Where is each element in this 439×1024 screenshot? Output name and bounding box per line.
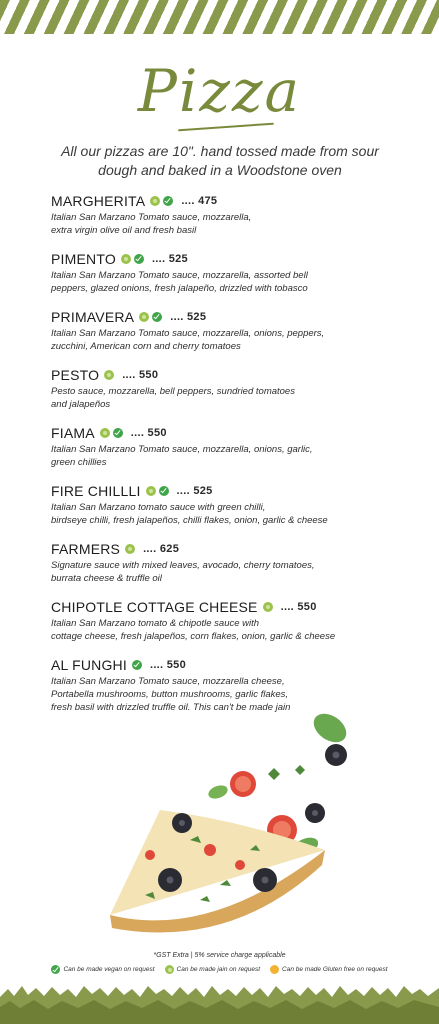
desc-line: burrata cheese & truffle oil: [51, 573, 162, 584]
item-name: CHIPOTLE COTTAGE CHEESE: [51, 599, 258, 615]
legend-jain-label: Can be made jain on request: [176, 966, 261, 973]
item-description: [51, 385, 391, 411]
item-price: .... 550: [280, 601, 317, 613]
jain-dot-icon: [100, 428, 110, 438]
desc-line: zucchini, American corn and cherry tomatoes: [51, 341, 241, 352]
desc-line: green chillies: [51, 457, 107, 468]
item-price: .... 550: [130, 427, 167, 439]
item-price: .... 475: [181, 195, 218, 207]
item-price: .... 525: [151, 253, 188, 265]
item-name: FIAMA: [51, 425, 95, 441]
item-price: .... 525: [176, 485, 213, 497]
item-price: .... 550: [149, 659, 187, 671]
item-description: [51, 617, 391, 643]
jain-dot-icon: [104, 370, 114, 380]
jain-dot-icon: [139, 312, 149, 322]
menu-item-fiama: [51, 424, 391, 469]
item-name: AL FUNGHI: [51, 657, 127, 673]
item-name: PIMENTO: [51, 251, 116, 267]
desc-line: Italian San Marzano tomato sauce with green chilli,: [51, 502, 266, 513]
desc-line: peppers, glazed onions, fresh jalapeño, drizzled with tobasco: [51, 283, 308, 294]
top-stripe-band: [0, 0, 439, 34]
item-description: [51, 443, 391, 469]
desc-line: Italian San Marzano Tomato sauce, mozzarella, assorted bell: [51, 270, 308, 281]
desc-line: Signature sauce with mixed leaves, avocado, cherry tomatoes,: [51, 560, 315, 571]
intro-text: All our pizzas are 10". hand tossed made from sour dough and baked in a Woodstone oven: [61, 143, 379, 178]
jain-dot-icon: [263, 602, 273, 612]
desc-line: Italian San Marzano Tomato sauce, mozzarella cheese,: [51, 676, 285, 687]
legend-gluten-label: Can be made Gluten free on request: [282, 966, 388, 973]
dietary-legend: [0, 965, 439, 974]
legend-vegan: [51, 965, 154, 974]
item-name: PRIMAVERA: [51, 309, 135, 325]
desc-line: extra virgin olive oil and fresh basil: [51, 225, 197, 236]
vegan-check-icon: [134, 254, 144, 264]
footer-note: *GST Extra | 5% service charge applicable: [153, 952, 286, 959]
legend-jain: [165, 965, 260, 974]
bottom-grass-band: [0, 983, 439, 1024]
jain-dot-icon: [125, 544, 135, 554]
menu-item-primavera: [51, 308, 391, 353]
jain-dot-icon: [165, 965, 174, 974]
vegan-check-icon: [152, 312, 162, 322]
vegan-check-icon: [113, 428, 123, 438]
desc-line: Italian San Marzano tomato & chipotle sauce with: [51, 618, 260, 629]
item-price: .... 625: [143, 543, 180, 555]
item-description: [51, 211, 391, 237]
item-description: [51, 327, 391, 353]
vegan-check-icon: [132, 660, 142, 670]
gluten-free-icon: [270, 965, 279, 974]
desc-line: Pesto sauce, mozzarella, bell peppers, sundried tomatoes: [51, 386, 295, 397]
jain-dot-icon: [146, 486, 156, 496]
item-description: [51, 269, 391, 295]
item-price: .... 550: [122, 369, 159, 381]
desc-line: fresh basil with drizzled truffle oil. This can't be made jain: [51, 702, 291, 713]
item-name: FARMERS: [51, 541, 121, 557]
desc-line: and jalapeños: [51, 399, 111, 410]
desc-line: birdseye chilli, fresh jalapeños, chilli flakes, onion, garlic & cheese: [51, 515, 328, 526]
legend-gluten: [270, 965, 388, 974]
item-description: [51, 559, 391, 585]
menu-item-farmers: [51, 540, 391, 585]
item-description: [51, 501, 391, 527]
vegan-check-icon: [51, 965, 60, 974]
item-name: PESTO: [51, 367, 100, 383]
vegan-check-icon: [159, 486, 169, 496]
desc-line: Italian San Marzano Tomato sauce, mozzarella, onions, garlic,: [51, 444, 313, 455]
legend-vegan-label: Can be made vegan on request: [63, 966, 155, 973]
desc-line: cottage cheese, fresh jalapeños, corn flakes, onion, garlic & cheese: [51, 631, 336, 642]
desc-line: Portabella mushrooms, button mushrooms, garlic flakes,: [51, 689, 289, 700]
menu-item-pimento: [51, 250, 391, 295]
jain-dot-icon: [121, 254, 131, 264]
desc-line: Italian San Marzano Tomato sauce, mozzarella,: [51, 212, 252, 223]
page-title: Pizza: [137, 57, 302, 125]
item-price: .... 525: [170, 311, 207, 323]
basil-leaf-icon: [308, 708, 351, 748]
jain-dot-icon: [150, 196, 160, 206]
desc-line: Italian San Marzano Tomato sauce, mozzarella, onions, peppers,: [51, 328, 325, 339]
menu-item-chipotle-cottage-cheese: [51, 598, 391, 643]
menu-item-margherita: [51, 192, 391, 237]
menu-item-fire-chilli: [51, 482, 391, 527]
item-name: MARGHERITA: [51, 193, 146, 209]
item-name: FIRE CHILLLI: [51, 483, 141, 499]
pizza-slice-illustration: [90, 700, 370, 950]
menu-item-pesto: [51, 366, 391, 411]
vegan-check-icon: [163, 196, 173, 206]
